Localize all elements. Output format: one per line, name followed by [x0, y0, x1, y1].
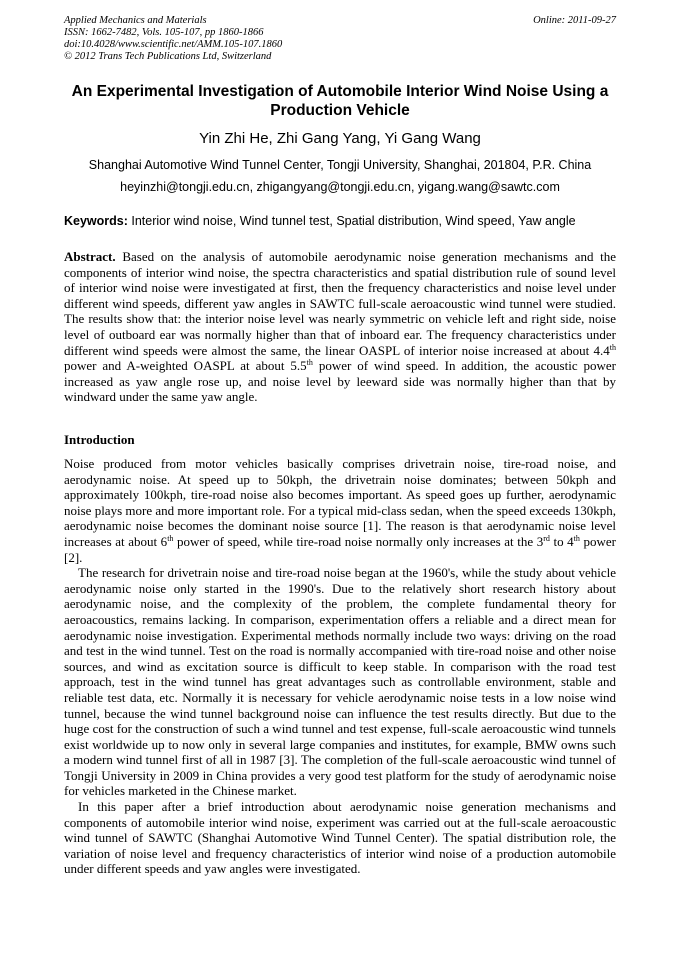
abstract-sup-1: th [609, 342, 616, 352]
introduction-body [64, 456, 616, 877]
abstract-text-2: power and A-weighted OASPL at about 5.5 [64, 358, 307, 374]
keywords-text: Interior wind noise, Wind tunnel test, Spatial distribution, Wind speed, Yaw angle [127, 214, 576, 228]
intro-p1-sup-1: th [167, 533, 174, 543]
intro-p1-text-3: to 4 [549, 533, 574, 549]
abstract-sup-2: th [306, 358, 313, 368]
introduction-paragraph-3: In this paper after a brief introduction about aerodynamic noise generation mechanisms and components of automobile interior wind noise, experiment was carried out at the full-scale aeroacoustic wind tunnel of SAWTC (Shanghai Automotive Wind Tunnel Center). The spatial distribution role, the variation of noise level and frequency characteristics of interior wind noise of a production automobile under different speeds and yaw angles were investigated. [64, 799, 616, 877]
section-heading-introduction: Introduction [64, 432, 135, 447]
paper-title-line-2: Production Vehicle [270, 102, 410, 119]
keywords [64, 213, 624, 229]
journal-name: Applied Mechanics and Materials [64, 15, 207, 26]
intro-p1-text-1: Noise produced from motor vehicles basically comprises drivetrain noise, tire-road noise, and aerodynamic noise. At speed up to 50kph, the drivetrain noise dominates; between 50kph and approximately 100kph, tire-road noise also becomes important. As speed goes up further, aerodynamic noise plays more and more important role. For a typical mid-class sedan, when the speed exceeds 130kph, aerodynamic noise becomes the dominant noise source [1]. The reason is that aerodynamic noise level increases at about 6 [64, 456, 616, 549]
journal-doi: doi:10.4028/www.scientific.net/AMM.105-107.1860 [64, 39, 283, 50]
journal-header [64, 15, 616, 63]
intro-p1-text-2: power of speed, while tire-road noise normally only increases at the 3 [173, 533, 544, 549]
paper-title [64, 82, 616, 120]
author-emails: heyinzhi@tongji.edu.cn, zhigangyang@tongji.edu.cn, yigang.wang@sawtc.com [120, 180, 560, 194]
online-date: Online: 2011-09-27 [533, 15, 616, 26]
abstract-label: Abstract. [64, 249, 116, 264]
intro-p1-text-4: power [2]. [64, 533, 616, 565]
abstract-text-3: power of wind speed. In addition, the acoustic power increased as yaw angle rose up, and noise level by leeward side was normally higher than that by windward under the same yaw angle. [64, 358, 616, 405]
journal-copyright: © 2012 Trans Tech Publications Ltd, Switzerland [64, 51, 272, 62]
introduction-paragraph-2: The research for drivetrain noise and tire-road noise began at the 1960's, while the study about vehicle aerodynamic noise only started in the 1990's. Due to the relatively short research history about aerodynamic noise, and the complexity of the problem, the complete fundamental theory for aeroacoustics, remains lacking. In comparison, experimentation offers a reliable and a direct mean for aerodynamic noise investigation. Experimental methods normally include two ways: driving on the road and test in the wind tunnel. Test on the road is normally accompanied with tire-road noise and other noise sources, and wind as excitation source is difficult to keep stable. In comparison with the road test approach, test in the wind tunnel has great advantages such as controllable environment, stable and reliable test data, etc. Normally it is necessary for vehicle aerodynamic noise tests in a low noise wind tunnel, because the wind tunnel background noise can influence the test results directly. But due to the huge cost for the construction of such a wind tunnel and test expense, full-scale aeroacoustic wind tunnels exist worldwide up to now only in several large companies and institutes, for example, BMW owns such a modern wind tunnel first of all in 1987 [3]. The completion of the full-scale aeroacoustic wind tunnel of Tongji University in 2009 in China provides a very good test platform for the study of aerodynamic noise for vehicles marketed in the Chinese market. [64, 565, 616, 799]
paper-title-line-1: An Experimental Investigation of Automobile Interior Wind Noise Using a [71, 83, 609, 100]
abstract [64, 249, 616, 405]
intro-p1-sup-3: th [573, 533, 580, 543]
abstract-text-1: Based on the analysis of automobile aerodynamic noise generation mechanisms and the components of interior wind noise, the spectra characteristics and spatial distribution rule of sound level of interior wind noise were investigated at first, then the frequency characteristics and noise level under different wind speeds, different yaw angles in SAWTC full-scale aeroacoustic wind tunnel were studied. The results show that: the interior noise level was nearly symmetric on vehicle left and right side, noise level of outboard ear was normally higher than that of inboard ear. The frequency characteristics under different wind speeds were almost the same, the linear OASPL of interior noise increased at about 4.4 [64, 249, 616, 358]
journal-issn: ISSN: 1662-7482, Vols. 105-107, pp 1860-1866 [64, 27, 264, 38]
affiliation: Shanghai Automotive Wind Tunnel Center, Tongji University, Shanghai, 201804, P.R. China [88, 158, 592, 172]
introduction-paragraph-1 [64, 456, 616, 565]
author-list: Yin Zhi He, Zhi Gang Yang, Yi Gang Wang [199, 130, 481, 147]
intro-p1-sup-2: rd [543, 533, 550, 543]
keywords-label: Keywords: [64, 214, 128, 228]
